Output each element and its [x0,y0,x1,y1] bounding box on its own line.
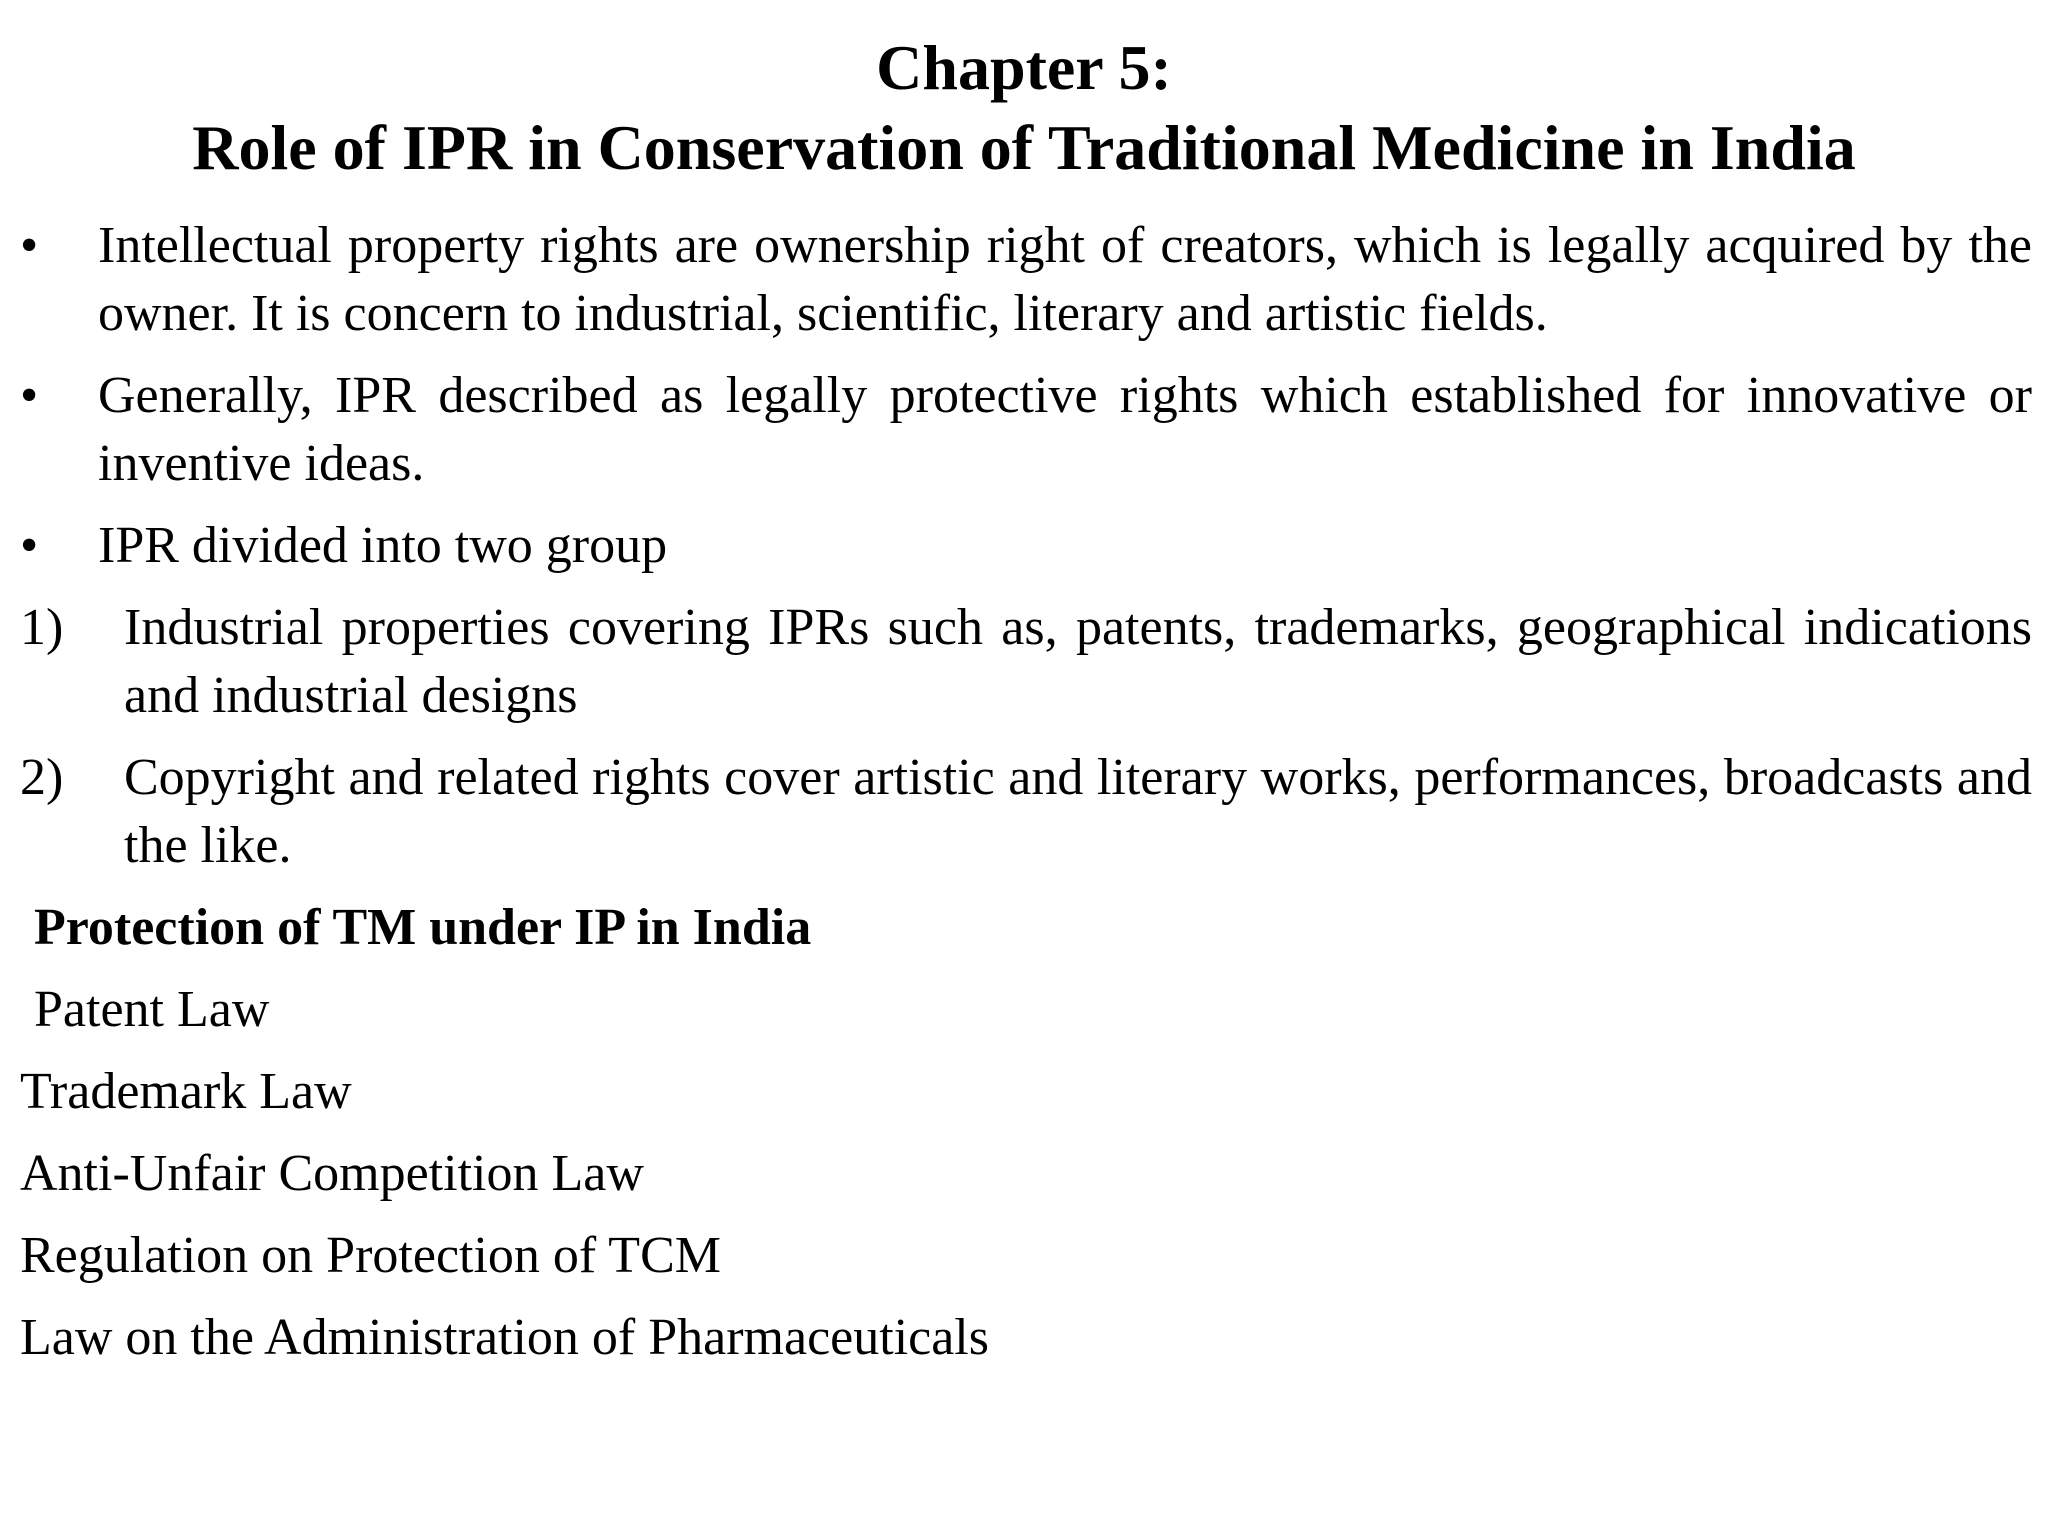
numbered-item-industrial [0,594,2048,730]
slide-content [0,212,2048,1386]
bullet-text: IPR divided into two group [98,517,668,574]
bullet-item-ipr-general [0,362,2048,498]
law-item: Patent Law [34,981,270,1038]
section-heading: Protection of TM under IP in India [34,899,812,956]
law-item: Law on the Administration of Pharmaceuticals [20,1309,989,1366]
numbered-text: Industrial properties covering IPRs such as, patents, trademarks, geographical indications and industrial designs [124,599,2032,724]
bullet-item-ipr-definition [0,212,2048,348]
chapter-heading: Role of IPR in Conservation of Traditional Medicine in India [192,112,1856,183]
bullet-text: Intellectual property rights are ownership right of creators, which is legally acquired by the owner. It is concern to industrial, scientific, literary and artistic fields. [98,217,2032,342]
number-marker: 1) [20,599,64,656]
number-marker: 2) [20,749,64,806]
law-item: Trademark Law [20,1063,352,1120]
bullet-marker: • [20,517,39,574]
bullet-text: Generally, IPR described as legally protective rights which established for innovative or inventive ideas. [98,367,2032,492]
chapter-number: Chapter 5: [876,32,1172,103]
numbered-item-copyright [0,744,2048,880]
bullet-marker: • [20,367,39,424]
chapter-title [0,28,2048,188]
bullet-item-ipr-groups [0,512,2048,580]
bullet-marker: • [20,217,39,274]
law-item: Regulation on Protection of TCM [20,1227,721,1284]
law-item: Anti-Unfair Competition Law [20,1145,644,1202]
numbered-text: Copyright and related rights cover artistic and literary works, performances, broadcasts and the like. [124,749,2032,874]
